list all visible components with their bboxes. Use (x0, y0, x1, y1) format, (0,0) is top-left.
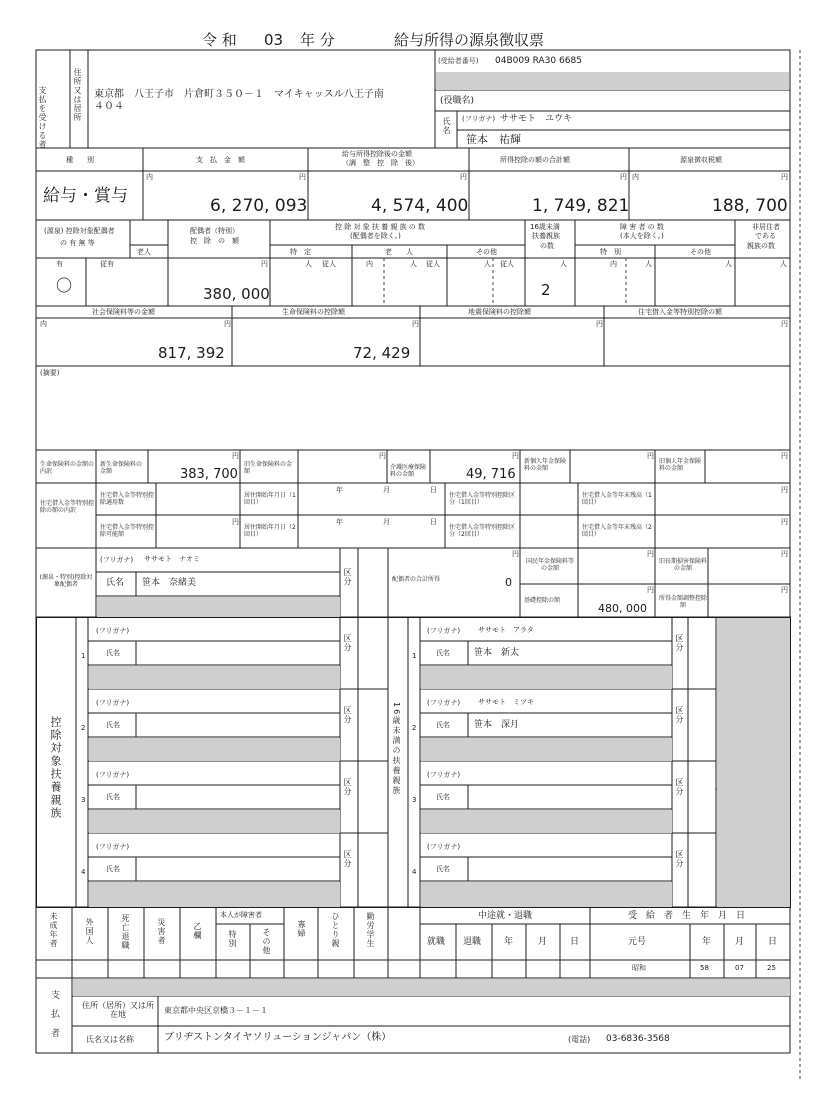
spouse-yes-label: 有 (56, 260, 63, 268)
h-dis: 障 害 者 の 数 (620, 223, 664, 231)
dep-right-name-label-2: 氏名 (436, 721, 450, 729)
h-nonres-3: 親族の数 (747, 242, 775, 250)
shade-dep-l1 (89, 666, 340, 689)
dep-right-kubun-1: 区分 (675, 634, 684, 652)
shade-dep-r1 (421, 666, 672, 689)
dep-right-name-2: 笹本 深月 (474, 720, 520, 730)
birth-era: 昭和 (632, 964, 646, 972)
income-type: 給与・賞与 (43, 186, 128, 206)
dep-right-kubun-4: 区分 (675, 850, 684, 868)
h-quake: 地震保険料の控除額 (468, 308, 531, 316)
start2-tsuki: 月 (383, 518, 390, 526)
unit-yen-care: 円 (512, 452, 519, 460)
h-after-deduction: 給与所得控除後の金額 (342, 150, 412, 158)
h-nonres: 非居住者 (752, 223, 780, 231)
h-dis-other: その他 (690, 248, 711, 256)
h-payment: 支 払 金 額 (196, 156, 245, 164)
other-jujin: 従人 (500, 260, 514, 268)
h-dis-2: (本人を除く。) (620, 232, 664, 240)
dep-right-furigana-label-3: (フリガナ) (427, 771, 461, 779)
dep-left-name-label-1: 氏名 (106, 649, 120, 657)
flag-death: 死亡退職 (121, 914, 130, 950)
h-specific: 特 定 (290, 248, 311, 256)
h-withholding: 源泉徴収税額 (680, 156, 722, 164)
title-year: 03 (264, 31, 284, 49)
payer-name: ブリヂストンタイヤソリューションジャパン（株） (164, 1032, 392, 1043)
recipient-address: 東京都 八王子市 片倉町３５０－１ マイキャッスル八王子南 (94, 89, 384, 100)
flag-taishoku: 退職 (463, 937, 482, 947)
dep-left-name-label-4: 氏名 (106, 865, 120, 873)
under16-count: 2 (541, 281, 551, 299)
form-title: 給与所得の源泉徴収票 (394, 31, 545, 49)
flag-widow: 寡婦 (297, 920, 306, 938)
spouse-name-label: 氏名 (106, 578, 125, 588)
h-bal-2: 住宅借入金等年末残高（2回目） (582, 524, 652, 538)
shade-payer-top (73, 979, 790, 996)
unit-yen-sp-inc: 円 (512, 550, 519, 558)
unit-in-4: 内 (632, 173, 639, 181)
unit-yen-2: 円 (460, 173, 467, 181)
unit-yen-oldpen: 円 (781, 452, 788, 460)
payer-side-label: 支払者 (49, 990, 59, 1047)
dep-left-name-label-2: 氏名 (106, 721, 120, 729)
shade-dep-r2 (421, 738, 672, 761)
dep-right-kubun-3: 区分 (675, 778, 684, 796)
h-nonres-2: である (755, 232, 776, 240)
title-year-unit: 年 分 (300, 31, 335, 49)
unit-yen-loan: 円 (781, 320, 788, 328)
h-loan-detail: 住宅借入金等特別控除の額の内訳 (40, 500, 95, 514)
flag-minor: 未成年者 (49, 912, 58, 948)
unit-yen-old: 円 (379, 452, 386, 460)
h-new-life: 新生命保険料の金額 (100, 461, 143, 475)
payer-phone-label: (電話) (568, 1035, 591, 1044)
h-elderly: 老人 (137, 248, 151, 256)
h-spouse-ded-2: 控 除 の 額 (190, 237, 239, 245)
dep-right-name-label-4: 氏名 (436, 865, 450, 873)
dep-left-furigana-label-4: (フリガナ) (96, 843, 130, 851)
unit-yen-basic: 円 (647, 586, 654, 594)
unit-yen-sd: 円 (261, 260, 268, 268)
dep-right-no-1: 1 (412, 652, 417, 660)
recipient-address2: ４０４ (94, 101, 124, 112)
flag-single: ひとり親 (331, 912, 340, 948)
title-era: 令 和 (202, 31, 237, 49)
birth-hi-label: 日 (768, 937, 778, 947)
dep-right-no-2: 2 (412, 724, 417, 732)
flag-foreign: 外国人 (85, 918, 94, 945)
name-label: 氏名 (442, 117, 451, 135)
flag-disabled: 本人が障害者 (220, 911, 262, 919)
recipient-side-label: 支払を受ける者 (38, 86, 47, 149)
h-spouse-income: 配偶者の合計所得 (392, 576, 441, 583)
remarks-label: (摘要) (40, 369, 60, 377)
unit-in-social: 内 (40, 320, 47, 328)
h-start-1: 居住開始年月日（1回目） (244, 492, 296, 506)
deps-right-title: 16歳未満の扶養親族 (392, 702, 401, 797)
other-jin: 人 (484, 260, 491, 268)
birth-tsuki-label: 月 (735, 937, 745, 947)
h-spouse: (源泉) 控除対象配偶者 (44, 227, 115, 235)
unit-yen-bal2: 円 (781, 518, 788, 526)
dep-right-furigana-label-2: (フリガナ) (427, 699, 461, 707)
dep-right-furigana-2: ササモト ミツキ (478, 698, 534, 706)
spouse-deduction-amount: 380, 000 (203, 285, 270, 303)
unit-yen-1: 円 (299, 173, 306, 181)
recipient-name: 笹本 祐輝 (466, 133, 521, 146)
dep-left-kubun-1: 区分 (343, 634, 352, 652)
flag-midyear: 中途就・退職 (478, 911, 533, 921)
address-label: 住所又は居所 (73, 68, 82, 122)
flag-disaster: 災害者 (157, 918, 166, 945)
dep-left-name-label-3: 氏名 (106, 793, 120, 801)
flag-otsu: 乙欄 (193, 922, 202, 940)
dep-right-name-label-3: 氏名 (436, 793, 450, 801)
start2-nen: 年 (336, 518, 343, 526)
h-loan-avail: 住宅借入金等特別控除可能額 (100, 524, 155, 538)
unit-yen-adjust: 円 (781, 586, 788, 594)
h-u16-2: 扶養親族 (532, 232, 560, 240)
flag-student: 勤労学生 (366, 912, 375, 948)
flag-hi: 日 (570, 937, 580, 947)
h-type: 種 別 (66, 156, 94, 164)
shade-dep-l3 (89, 810, 340, 833)
birth-nen-label: 年 (702, 937, 712, 947)
h-other: その他 (476, 248, 497, 256)
h-loan-count: 住宅借入金等特別控除適用数 (100, 492, 155, 506)
position-label: (役職名) (440, 96, 475, 106)
dep-left-no-1: 1 (81, 652, 86, 660)
h-old: 老 人 (385, 248, 413, 256)
life-insurance-amount: 72, 429 (353, 344, 411, 362)
u16-jin: 人 (560, 260, 567, 268)
payer-phone: 03-6836-3568 (606, 1034, 670, 1044)
spouse-income: 0 (505, 576, 512, 589)
dep-left-furigana-label-1: (フリガナ) (96, 627, 130, 635)
unit-yen-quake: 円 (596, 320, 603, 328)
h-adjust: 所得金額調整控除額 (659, 595, 708, 609)
h-spouse-ded: 配偶者（特別） (190, 227, 239, 235)
h-after-deduction-2: （調 整 控 除 後） (342, 159, 419, 167)
after-deduction-amount: 4, 574, 400 (371, 196, 469, 216)
id-label: (受給者番号) (438, 57, 479, 65)
social-insurance-amount: 817, 392 (158, 344, 225, 362)
unit-yen-life: 円 (412, 320, 419, 328)
spouse-ju-label: 従有 (100, 260, 114, 268)
dep-right-name-1: 笹本 新太 (474, 648, 520, 658)
h-kbn-2: 住宅借入金等特別控除区分（2回目） (449, 524, 516, 538)
h-dep-2: (配偶者を除く。) (350, 232, 401, 240)
birth-day: 25 (767, 964, 776, 972)
deps-left-title: 控除対象扶養親族 (49, 716, 62, 820)
old-jujin: 従人 (426, 260, 440, 268)
nonres-jin: 人 (780, 260, 787, 268)
h-bal-1: 住宅借入金等年末残高（1回目） (582, 492, 652, 506)
dep-right-no-3: 3 (412, 796, 417, 804)
h-life-detail: 生命保険料の金額の内訳 (40, 461, 95, 475)
h-u16-3: の数 (540, 242, 554, 250)
birth-label: 受 給 者 生 年 月 日 (628, 911, 746, 921)
withholding-tax-amount: 188, 700 (712, 196, 788, 216)
recipient-id: 04B009 RA30 6685 (495, 56, 582, 66)
h-kbn-1: 住宅借入金等特別控除区分（1回目） (449, 492, 516, 506)
unit-yen-oldlong: 円 (781, 550, 788, 558)
spouse-name: 笹本 奈緒美 (142, 578, 197, 588)
old-jin: 人 (410, 260, 417, 268)
spouse-furigana: ササモト ナオミ (144, 555, 200, 563)
flag-special: 特別 (228, 930, 237, 948)
old-in: 内 (366, 260, 373, 268)
specific-jin: 人 (305, 260, 312, 268)
specific-jujin: 従人 (322, 260, 336, 268)
start1-nen: 年 (336, 486, 343, 494)
dep-left-kubun-4: 区分 (343, 850, 352, 868)
spouse-furigana-label: (フリガナ) (100, 556, 134, 564)
dis-other-jin: 人 (725, 260, 732, 268)
dep-left-kubun-2: 区分 (343, 706, 352, 724)
dis-sp-jin: 人 (645, 260, 652, 268)
h-basic: 基礎控除の額 (524, 597, 561, 604)
dep-left-furigana-label-2: (フリガナ) (96, 699, 130, 707)
dep-right-kubun-2: 区分 (675, 706, 684, 724)
gengo-label: 元号 (628, 937, 647, 947)
h-new-pension: 新個人年金保険料の金額 (524, 458, 567, 472)
unit-yen-avail: 円 (232, 518, 239, 526)
h-social: 社会保険料等の金額 (92, 308, 155, 316)
unit-yen-newpen: 円 (647, 452, 654, 460)
furigana-label: (フリガナ) (462, 115, 496, 123)
h-payer-name: 氏名又は名称 (86, 1035, 134, 1044)
spouse-mark: 〇 (56, 276, 73, 295)
unit-yen-4: 円 (781, 173, 788, 181)
dep-left-no-2: 2 (81, 724, 86, 732)
unit-yen-new: 円 (232, 452, 239, 460)
dep-left-no-4: 4 (81, 868, 86, 876)
shade-dep-r4 (421, 882, 672, 907)
h-care: 介護医療保険料の金額 (390, 464, 427, 478)
shade-dep-r3 (421, 810, 672, 833)
h-start-2: 居住開始年月日（2回目） (244, 524, 296, 538)
shade-dep-l4 (89, 882, 340, 907)
unit-yen-3: 円 (620, 173, 627, 181)
h-oldlong: 旧長期損害保険料の金額 (659, 558, 708, 572)
flag-tsuki: 月 (538, 937, 548, 947)
shade-dep-l2 (89, 738, 340, 761)
h-payer-address: 住所（居所）又は所在地 (82, 1001, 154, 1019)
start1-hi: 日 (430, 486, 437, 494)
dep-right-name-label-1: 氏名 (436, 649, 450, 657)
birth-year: 58 (700, 964, 709, 972)
dep-left-furigana-label-3: (フリガナ) (96, 771, 130, 779)
h-u16: 16歳未満 (530, 223, 560, 231)
spouse-kubun: 区分 (343, 568, 352, 586)
recipient-furigana: ササモト ユウキ (500, 114, 573, 124)
dep-right-furigana-label-4: (フリガナ) (427, 843, 461, 851)
total-deductions-amount: 1, 749, 821 (532, 196, 630, 216)
dis-in: 内 (610, 260, 617, 268)
dep-left-kubun-3: 区分 (343, 778, 352, 796)
birth-month: 07 (735, 964, 744, 972)
start2-hi: 日 (430, 518, 437, 526)
care-amount: 49, 716 (466, 467, 516, 482)
dep-left-no-3: 3 (81, 796, 86, 804)
unit-yen-bal1: 円 (781, 486, 788, 494)
h-life: 生命保険料の控除額 (282, 308, 345, 316)
payer-address: 東京都中央区京橋３－１－１ (164, 1006, 268, 1015)
dep-right-furigana-1: ササモト アラタ (478, 626, 534, 634)
h-spouse-2: の 有 無 等 (60, 239, 95, 247)
shade-right-col (717, 618, 790, 907)
h-old-life: 旧生命保険料の金額 (244, 461, 293, 475)
payment-amount: 6, 270, 093 (210, 196, 308, 216)
shade-id (436, 72, 789, 90)
h-pension: 国民年金保険料等の金額 (525, 558, 574, 572)
basic-deduction: 480, 000 (598, 602, 647, 615)
unit-yen-pension: 円 (647, 550, 654, 558)
flag-nen: 年 (504, 937, 514, 947)
dep-right-furigana-label-1: (フリガナ) (427, 627, 461, 635)
h-dis-special: 特 別 (600, 248, 621, 256)
shade-spouse (97, 597, 340, 617)
h-loan: 住宅借入金等特別控除の額 (638, 308, 722, 316)
h-old-pension: 旧個人年金保険料の金額 (659, 458, 702, 472)
h-dep: 控 除 対 象 扶 養 親 族 の 数 (335, 223, 426, 231)
flag-other: その他 (262, 928, 271, 955)
new-life-amount: 383, 700 (180, 467, 238, 482)
unit-yen-social: 円 (224, 320, 231, 328)
h-spouse-block: (源泉・特別)控除対象配偶者 (39, 574, 93, 588)
dep-right-no-4: 4 (412, 868, 417, 876)
flag-shushoku: 就職 (427, 937, 446, 947)
start1-tsuki: 月 (383, 486, 390, 494)
h-total-deductions: 所得控除の額の合計額 (500, 156, 570, 164)
unit-in-1: 内 (146, 173, 153, 181)
